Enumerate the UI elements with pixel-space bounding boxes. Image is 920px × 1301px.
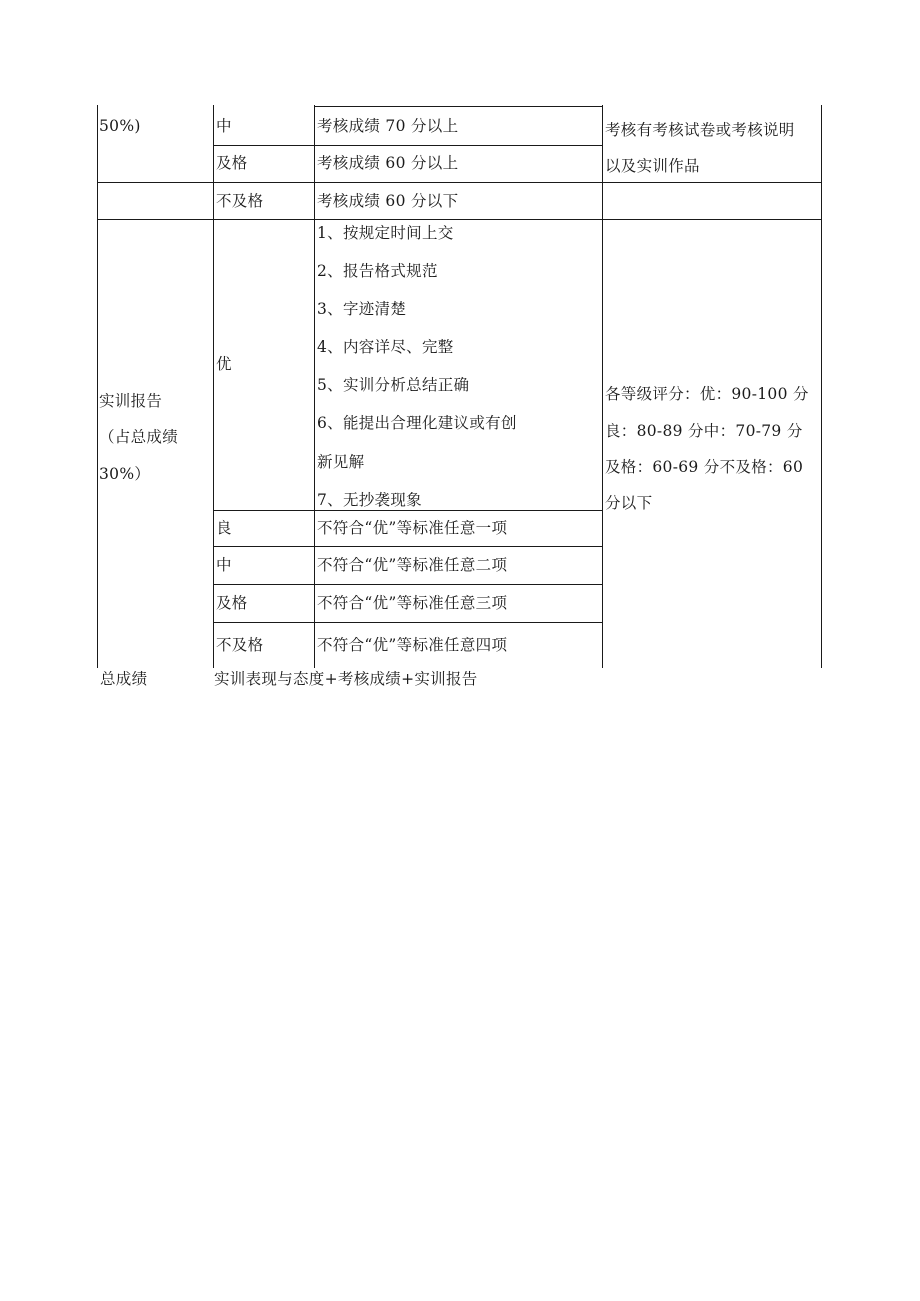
rule-prev-section-bottom (97, 182, 822, 183)
criteria-cell: 不符合“优”等标准任意四项 (317, 636, 508, 654)
scoring-line: 及格：60-69 分不及格：60 (605, 458, 804, 476)
criteria-line: 2、报告格式规范 (317, 262, 438, 280)
criteria-cell: 考核成绩 60 分以下 (317, 192, 459, 210)
grade-cell: 优 (216, 355, 232, 373)
rule-right-border (821, 105, 822, 668)
criteria-cell: 不符合“优”等标准任意二项 (317, 556, 508, 574)
rule-row-zhong-bottom (213, 145, 603, 146)
rule-row-you-bottom (213, 510, 603, 511)
rule-grade-col (213, 105, 214, 668)
rule-row-jige2-bottom (213, 622, 603, 623)
report-weight-line: （占总成绩 (99, 428, 179, 446)
report-weight-line: 30%） (99, 465, 151, 483)
criteria-line: 新见解 (317, 453, 365, 471)
rule-top-criteria (314, 106, 603, 107)
criteria-line: 7、无抄袭现象 (317, 491, 422, 509)
grade-cell: 不及格 (216, 636, 264, 654)
criteria-line: 1、按规定时间上交 (317, 224, 454, 242)
grade-cell: 中 (216, 117, 232, 135)
criteria-line: 5、实训分析总结正确 (317, 376, 470, 394)
criteria-line: 6、能提出合理化建议或有创 (317, 414, 517, 432)
scoring-line: 良：80-89 分中：70-79 分 (605, 422, 803, 440)
criteria-line: 3、字迹清楚 (317, 300, 407, 318)
grade-cell: 及格 (216, 594, 248, 612)
note-line: 考核有考核试卷或考核说明 (605, 121, 795, 139)
scoring-line: 各等级评分：优：90-100 分 (605, 385, 809, 403)
criteria-cell: 不符合“优”等标准任意三项 (317, 594, 508, 612)
rule-row-zhong2-bottom (213, 584, 603, 585)
note-line: 以及实训作品 (605, 157, 700, 175)
total-formula: 实训表现与态度+考核成绩+实训报告 (214, 670, 478, 688)
grade-cell: 及格 (216, 154, 248, 172)
rule-row-liang-bottom (213, 546, 603, 547)
report-title: 实训报告 (99, 392, 163, 410)
criteria-cell: 考核成绩 70 分以上 (317, 117, 459, 135)
criteria-cell: 不符合“优”等标准任意一项 (317, 519, 508, 537)
rule-note-col (602, 105, 603, 668)
rule-report-top (97, 219, 822, 220)
rule-left-border (97, 105, 98, 668)
total-label: 总成绩 (100, 670, 148, 688)
grade-cell: 不及格 (216, 192, 264, 210)
criteria-line: 4、内容详尽、完整 (317, 338, 454, 356)
grade-cell: 良 (216, 519, 232, 537)
scoring-line: 分以下 (605, 494, 653, 512)
criteria-cell: 考核成绩 60 分以上 (317, 154, 459, 172)
prev-section-weight: 50%) (99, 117, 141, 135)
rule-criteria-col (314, 105, 315, 668)
grade-cell: 中 (216, 556, 232, 574)
